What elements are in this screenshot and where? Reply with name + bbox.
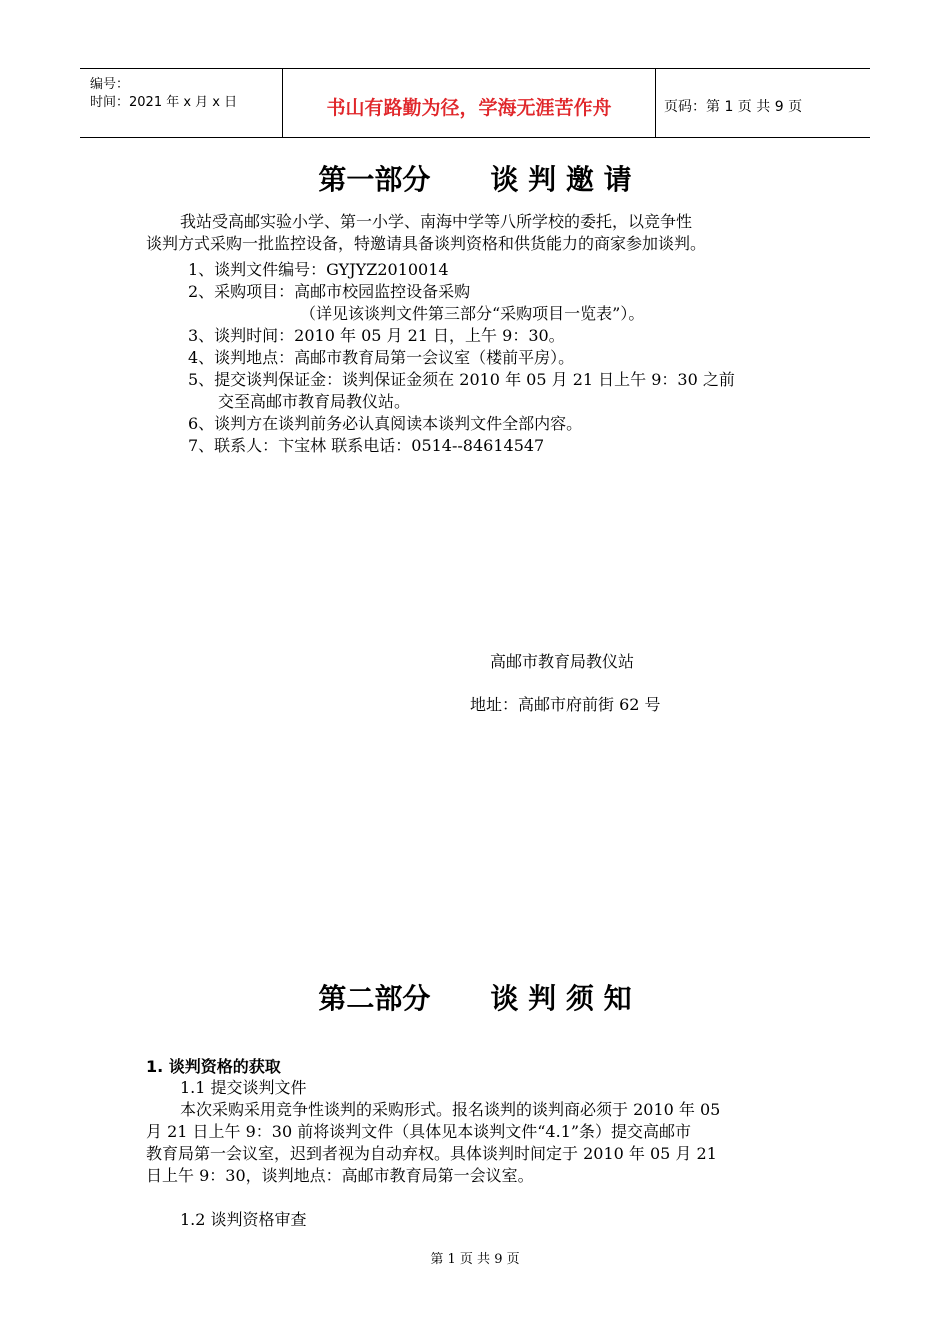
item-3: 3、谈判时间：2010 年 05 月 21 日，上午 9：30。	[188, 326, 565, 345]
header-motto: 书山有路勤为径，学海无涯苦作舟	[326, 97, 612, 119]
paragraph-line-4: 日上午 9：30，谈判地点：高邮市教育局第一会议室。	[146, 1166, 534, 1185]
item-5-line-2: 交至高邮市教育局教仪站。	[218, 392, 411, 411]
intro-line-2: 谈判方式采购一批监控设备，特邀请具备谈判资格和供货能力的商家参加谈判。	[146, 234, 707, 253]
document-number-label: 编号：	[90, 77, 130, 92]
item-6: 6、谈判方在谈判前务必认真阅读本谈判文件全部内容。	[188, 414, 583, 433]
subsection-1-2: 1.2 谈判资格审查	[180, 1210, 307, 1229]
part2-title	[0, 977, 950, 1017]
document-time-label: 时间：2021 年 x 月 x 日	[90, 95, 238, 110]
section-1-heading: 1. 谈判资格的获取	[146, 1057, 281, 1076]
header-meta-cell	[80, 69, 283, 137]
item-1: 1、谈判文件编号：GYJYZ2010014	[188, 260, 449, 279]
paragraph-line-1: 本次采购采用竞争性谈判的采购形式。报名谈判的谈判商必须于 2010 年 05	[180, 1100, 721, 1119]
item-5-line-1: 5、提交谈判保证金：谈判保证金须在 2010 年 05 月 21 日上午 9：30 之前	[188, 370, 735, 389]
part1-title	[0, 158, 950, 198]
intro-line-1: 我站受高邮实验小学、第一小学、南海中学等八所学校的委托，以竞争性	[180, 212, 693, 231]
page-footer: 第 1 页 共 9 页	[430, 1252, 520, 1267]
item-2-note: （详见该谈判文件第三部分“采购项目一览表”）。	[300, 304, 645, 323]
item-4: 4、谈判地点：高邮市教育局第一会议室（楼前平房）。	[188, 348, 575, 367]
header-motto-cell	[283, 69, 656, 137]
part1-title-name: 谈 判 邀 请	[490, 163, 632, 196]
document-header	[80, 68, 870, 138]
paragraph-line-2: 月 21 日上午 9：30 前将谈判文件（具体见本谈判文件“4.1”条）提交高邮市	[146, 1122, 692, 1141]
signature-organization: 高邮市教育局教仪站	[490, 652, 635, 671]
header-page-label: 页码：第 1 页 共 9 页	[664, 99, 803, 115]
header-page-cell	[656, 69, 870, 137]
item-7: 7、联系人：卞宝林 联系电话：0514--84614547	[188, 436, 545, 455]
signature-address: 地址：高邮市府前街 62 号	[470, 695, 661, 714]
part2-title-part: 第二部分	[318, 982, 431, 1015]
part1-title-part: 第一部分	[318, 163, 431, 196]
item-2: 2、采购项目：高邮市校园监控设备采购	[188, 282, 471, 301]
part2-title-name: 谈 判 须 知	[490, 982, 632, 1015]
subsection-1-1: 1.1 提交谈判文件	[180, 1078, 307, 1097]
paragraph-line-3: 教育局第一会议室，迟到者视为自动弃权。具体谈判时间定于 2010 年 05 月 21	[146, 1144, 717, 1163]
